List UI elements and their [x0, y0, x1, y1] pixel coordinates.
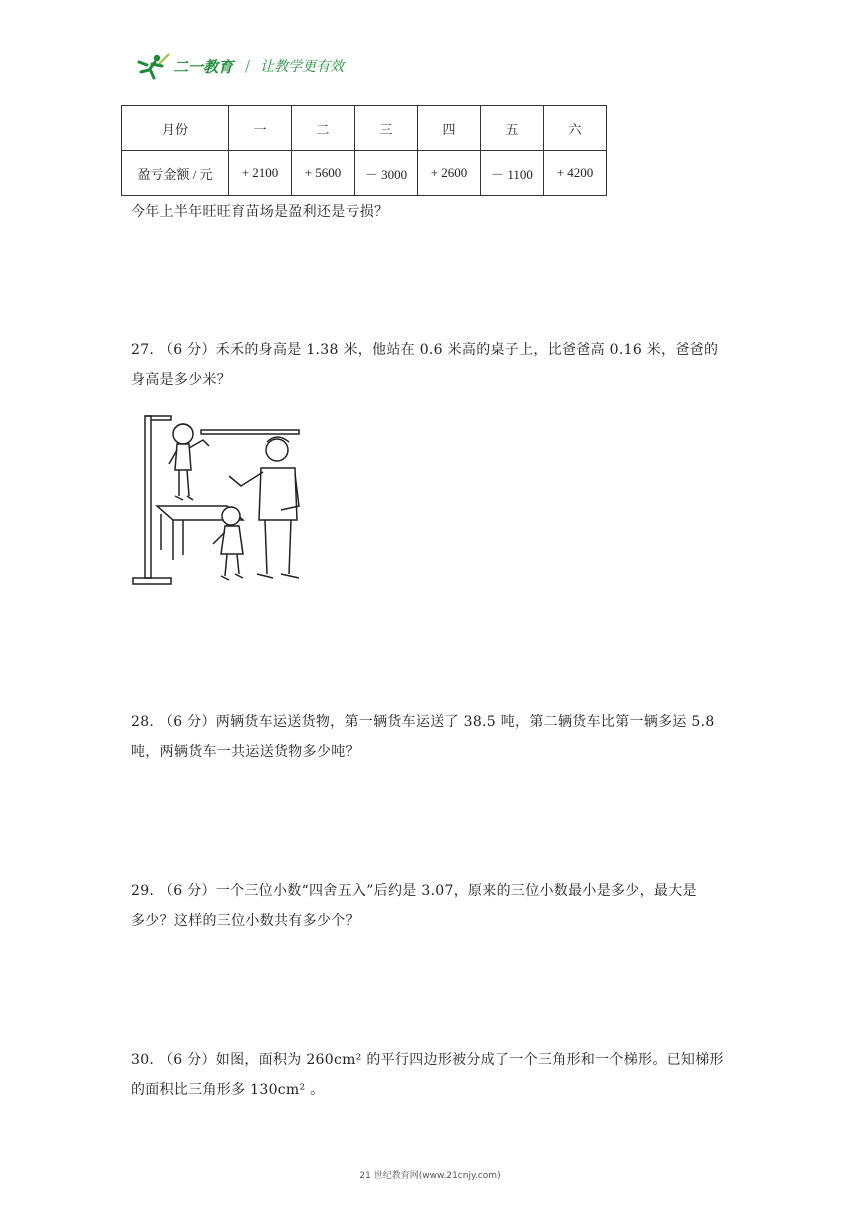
profit-loss-table — [121, 105, 607, 196]
table-row — [122, 106, 607, 151]
question-29 — [131, 876, 741, 936]
table-cell: 三 — [355, 106, 418, 151]
question-line: 29. （6 分）一个三位小数“四舍五入”后约是 3.07，原来的三位小数最小是多少，最大是 — [131, 883, 697, 899]
question-line: 多少？这样的三位小数共有多少个？ — [131, 913, 360, 929]
table-cell: + 2600 — [418, 151, 481, 196]
row-header-month: 月份 — [122, 106, 229, 151]
height-measure-illustration — [131, 410, 311, 590]
table-row — [122, 151, 607, 196]
runner-logo-icon — [135, 52, 171, 80]
question-line: 30. （6 分）如图，面积为 260cm² 的平行四边形被分成了一个三角形和一个梯形。已知梯形 — [131, 1052, 724, 1068]
page-header — [135, 50, 344, 82]
question-30 — [131, 1045, 741, 1105]
brand-name: 二一教育 — [173, 57, 234, 76]
table-cell: 四 — [418, 106, 481, 151]
table-cell: 一 — [229, 106, 292, 151]
table-cell: + 5600 — [292, 151, 355, 196]
row-header-amount: 盈亏金额 / 元 — [122, 151, 229, 196]
question-26-tail: 今年上半年旺旺育苗场是盈利还是亏损？ — [131, 204, 389, 220]
question-line: 吨，两辆货车一共运送货物多少吨？ — [131, 744, 360, 760]
table-cell: 五 — [481, 106, 544, 151]
question-27 — [131, 335, 741, 395]
table-cell: － 3000 — [355, 151, 418, 196]
question-line: 28. （6 分）两辆货车运送货物，第一辆货车运送了 38.5 吨，第二辆货车比第一辆多运 5.8 — [131, 714, 715, 730]
page-footer: 21 世纪教育网(www.21cnjy.com) — [359, 1171, 501, 1181]
question-line: 身高是多少米？ — [131, 372, 232, 388]
question-line: 27. （6 分）禾禾的身高是 1.38 米，他站在 0.6 米高的桌子上，比爸爸高 0.16 米，爸爸的 — [131, 342, 719, 358]
header-divider: / — [245, 57, 251, 75]
question-line: 的面积比三角形多 130cm² 。 — [131, 1082, 325, 1098]
table-cell: 二 — [292, 106, 355, 151]
table-cell: + 2100 — [229, 151, 292, 196]
table-cell: － 1100 — [481, 151, 544, 196]
question-28 — [131, 707, 741, 767]
brand-tagline: 让教学更有效 — [260, 59, 345, 75]
table-cell: + 4200 — [544, 151, 607, 196]
table-cell: 六 — [544, 106, 607, 151]
